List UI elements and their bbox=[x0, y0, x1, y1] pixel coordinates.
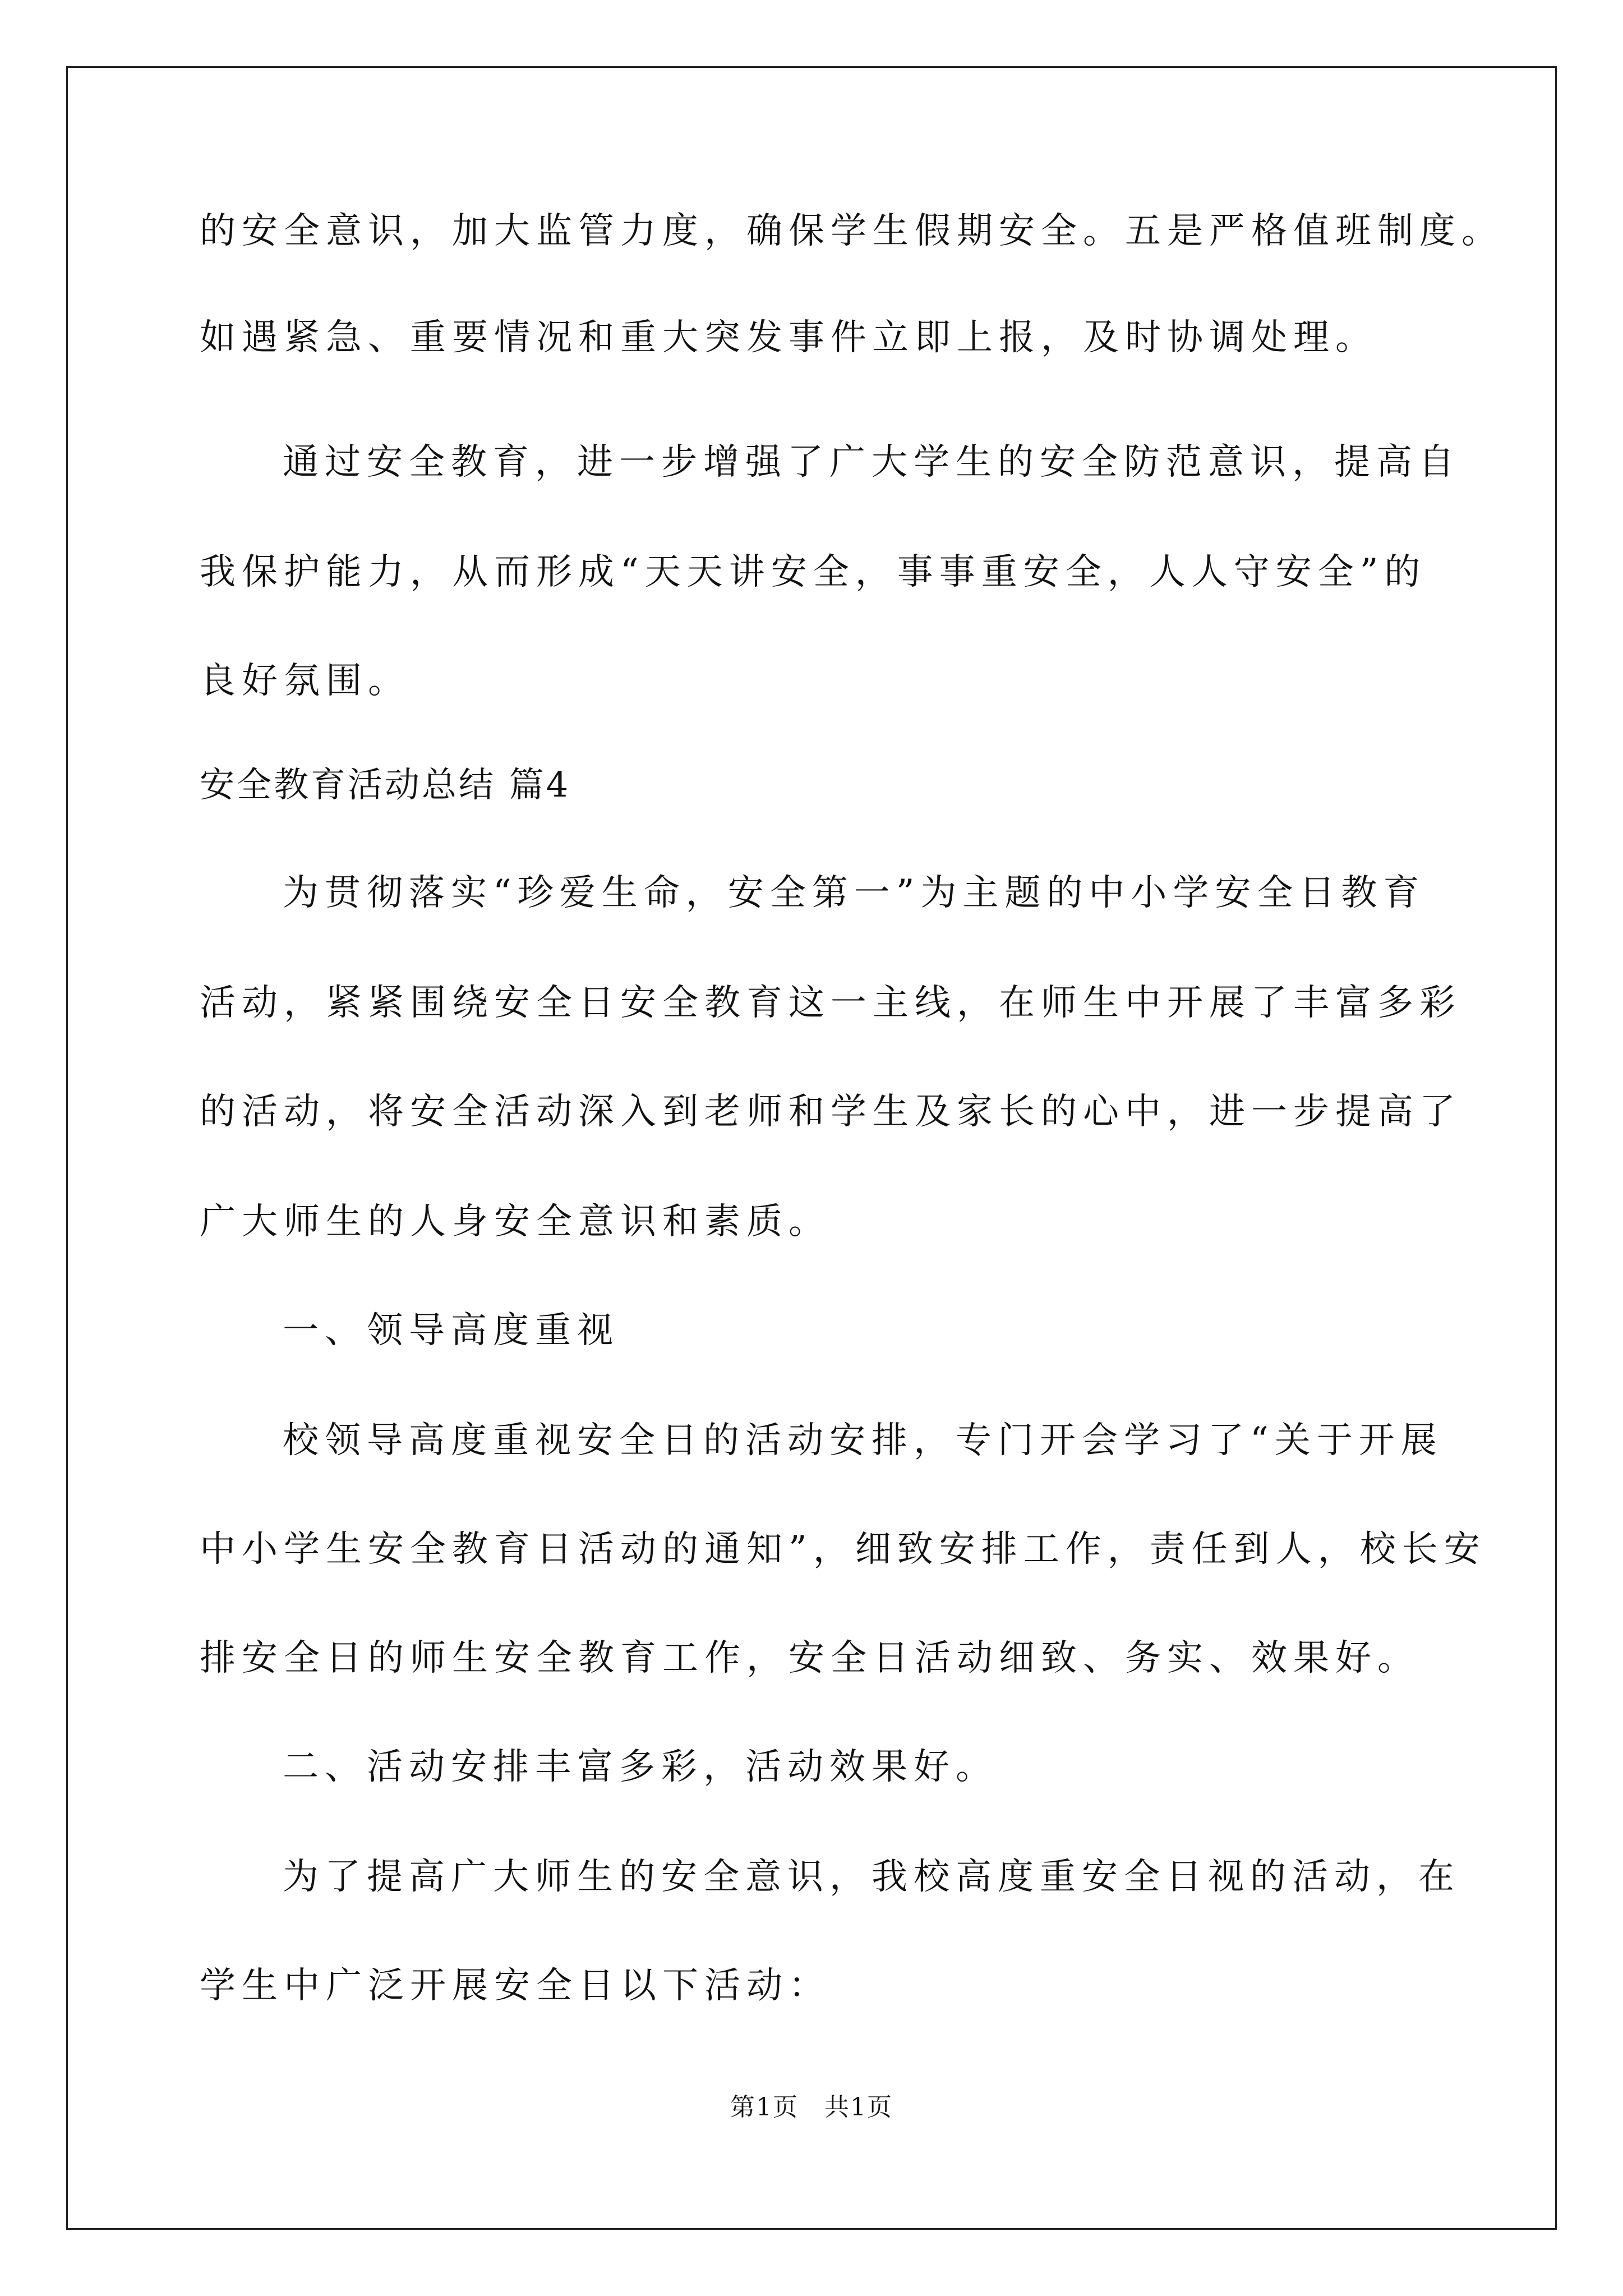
text-line: 广大师生的人身安全意识和素质。 bbox=[200, 1201, 831, 1243]
text-line: 的活动，将安全活动深入到老师和学生及家长的心中，进一步提高了 bbox=[200, 1091, 1461, 1133]
text-line: 学生中广泛开展安全日以下活动： bbox=[200, 1965, 831, 2007]
paragraph-start: 为了提高广大师生的安全意识，我校高度重安全日视的活动，在 bbox=[283, 1856, 1460, 1898]
page-border bbox=[66, 66, 1557, 2230]
paragraph-start: 通过安全教育，进一步增强了广大学生的安全防范意识，提高自 bbox=[283, 441, 1460, 483]
text-line: 良好氛围。 bbox=[200, 660, 410, 702]
subheading: 二、活动安排丰富多彩，活动效果好。 bbox=[283, 1746, 998, 1788]
text-line: 活动，紧紧围绕安全日安全教育这一主线，在师生中开展了丰富多彩 bbox=[200, 982, 1461, 1024]
subheading: 一、领导高度重视 bbox=[283, 1310, 619, 1351]
text-line: 如遇紧急、重要情况和重大突发事件立即上报，及时协调处理。 bbox=[200, 317, 1377, 358]
text-line: 的安全意识，加大监管力度，确保学生假期安全。五是严格值班制度。 bbox=[200, 210, 1504, 252]
paragraph-start: 为贯彻落实“珍爱生命，安全第一”为主题的中小学安全日教育 bbox=[283, 872, 1426, 914]
page-footer: 第1页 共1页 bbox=[730, 2093, 893, 2122]
text-line: 我保护能力，从而形成“天天讲安全，事事重安全，人人守安全”的 bbox=[200, 551, 1427, 593]
paragraph-start: 校领导高度重视安全日的活动安排，专门开会学习了“关于开展 bbox=[283, 1420, 1443, 1461]
section-heading: 安全教育活动总结 篇4 bbox=[200, 764, 571, 805]
text-line: 排安全日的师生安全教育工作，安全日活动细致、务实、效果好。 bbox=[200, 1637, 1419, 1679]
text-line: 中小学生安全教育日活动的通知”，细致安排工作，责任到人，校长安 bbox=[200, 1529, 1486, 1570]
